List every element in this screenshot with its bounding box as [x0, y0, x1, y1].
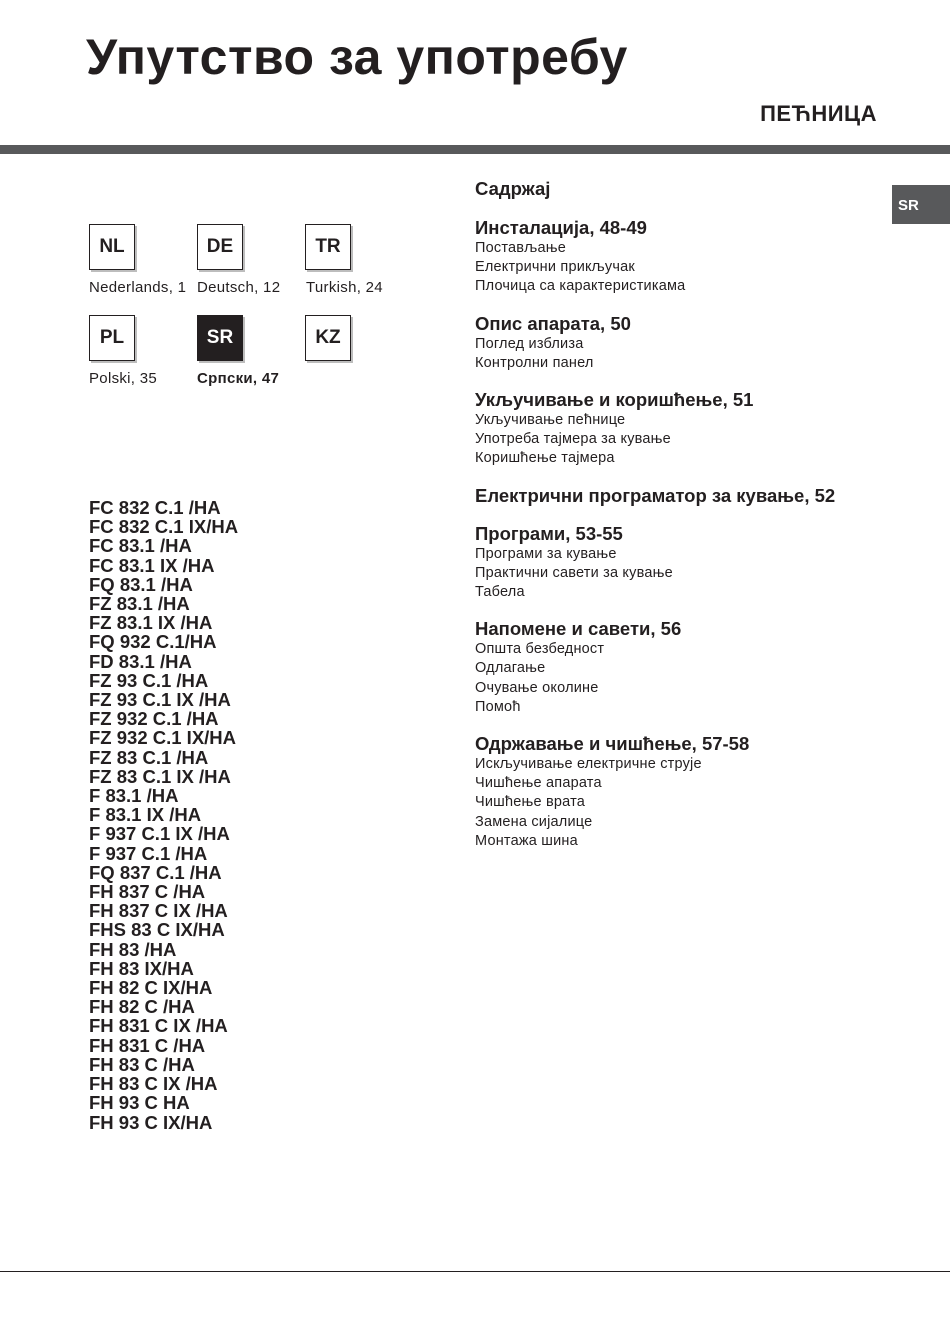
toc-section-title[interactable]: Електрични програматор за кување, 52 [475, 484, 836, 506]
toc-item[interactable]: Електрични прикључак [475, 259, 635, 276]
toc-section-title[interactable]: Напомене и савети, 56 [475, 618, 682, 640]
toc-section-title[interactable]: Инсталација, 48-49 [475, 217, 647, 238]
lang-box-de[interactable]: DE [197, 224, 243, 270]
language-side-tab: SR [892, 185, 950, 224]
toc-item[interactable]: Плочица са карактеристикама [475, 278, 686, 295]
model-item: FZ 93 C.1 IX /HA [89, 689, 231, 711]
model-item: FZ 83.1 IX /HA [89, 612, 213, 634]
toc-section-title[interactable]: Укључивање и коришћење, 51 [475, 389, 754, 411]
toc-item[interactable]: Употреба тајмера за кување [475, 431, 671, 448]
toc-item[interactable]: Искључивање електричне струје [475, 756, 702, 773]
model-item: FZ 932 C.1 /HA [89, 708, 219, 730]
toc-item[interactable]: Контролни панел [475, 354, 594, 371]
model-item: FHS 83 C IX/HA [89, 919, 225, 941]
toc-heading: Садржај [475, 178, 551, 199]
model-item: FZ 83 C.1 /HA [89, 746, 209, 768]
model-item: FH 83 C /HA [89, 1053, 195, 1075]
model-item: FQ 83.1 /HA [89, 573, 193, 595]
model-item: FQ 837 C.1 /HA [89, 861, 222, 883]
model-item: FC 832 C.1 /HA [89, 497, 221, 518]
footer-divider [0, 1271, 950, 1272]
toc-section [475, 733, 875, 851]
table-of-contents [475, 178, 875, 851]
lang-box-sr[interactable]: SR [197, 315, 243, 361]
model-list [89, 498, 238, 1132]
toc-section-title[interactable]: Одржавање и чишћење, 57-58 [475, 733, 750, 755]
toc-item[interactable]: Општа безбедност [475, 641, 605, 658]
toc-section [475, 523, 875, 603]
toc-item[interactable]: Укључивање пећнице [475, 412, 626, 429]
toc-item[interactable]: Практични савети за кување [475, 564, 673, 581]
lang-box-nl[interactable]: NL [89, 224, 135, 270]
model-item: FH 83 C IX /HA [89, 1073, 218, 1095]
toc-section-title[interactable]: Опис апарата, 50 [475, 312, 631, 334]
toc-section [475, 389, 875, 469]
model-item: FH 831 C /HA [89, 1034, 206, 1056]
lang-label-de: Deutsch, 12 [197, 279, 281, 296]
toc-item[interactable]: Коришћење тајмера [475, 450, 615, 467]
product-subtitle: ПЕЋНИЦА [760, 101, 877, 126]
model-item: FH 83 IX/HA [89, 957, 194, 979]
toc-item[interactable]: Чишћење апарата [475, 775, 602, 792]
toc-section [475, 313, 875, 373]
toc-section-title[interactable]: Програми, 53-55 [475, 522, 623, 544]
model-item: FH 831 C IX /HA [89, 1015, 228, 1037]
toc-section [475, 618, 875, 717]
model-item: FH 82 C IX/HA [89, 977, 213, 999]
model-item: FH 83 /HA [89, 938, 177, 960]
lang-box-pl[interactable]: PL [89, 315, 135, 361]
model-item: FZ 83 C.1 IX /HA [89, 765, 231, 787]
lang-box-kz[interactable]: KZ [305, 315, 351, 361]
model-item: F 83.1 /HA [89, 785, 179, 807]
model-item: FZ 83.1 /HA [89, 593, 190, 615]
toc-item[interactable]: Табела [475, 584, 525, 601]
model-item: F 937 C.1 /HA [89, 842, 208, 864]
model-item: FH 837 C IX /HA [89, 900, 228, 922]
model-item: FH 93 C HA [89, 1092, 190, 1114]
page-title: Упутство за употребу [86, 29, 628, 85]
toc-item[interactable]: Поглед изблиза [475, 335, 584, 352]
model-item: F 937 C.1 IX /HA [89, 823, 230, 845]
model-item: FH 93 C IX/HA [89, 1111, 213, 1133]
toc-section [475, 485, 875, 507]
model-item: FC 832 C.1 IX/HA [89, 516, 239, 538]
model-item: FD 83.1 /HA [89, 650, 192, 672]
toc-section [475, 217, 875, 297]
lang-label-sr: Српски, 47 [197, 370, 280, 387]
model-item: FZ 932 C.1 IX/HA [89, 727, 237, 749]
model-item: FH 82 C /HA [89, 996, 195, 1018]
model-item: FC 83.1 IX /HA [89, 554, 215, 576]
toc-item[interactable]: Чишћење врата [475, 794, 586, 811]
model-item: FC 83.1 /HA [89, 535, 192, 557]
toc-item[interactable]: Помоћ [475, 698, 521, 715]
toc-item[interactable]: Постављање [475, 240, 567, 256]
lang-label-nl: Nederlands, 1 [89, 279, 187, 296]
lang-label-pl: Polski, 35 [89, 370, 158, 387]
lang-label-tr: Turkish, 24 [306, 279, 383, 296]
model-item: FQ 932 C.1/HA [89, 631, 217, 653]
toc-item[interactable]: Одлагање [475, 660, 546, 677]
model-item: FZ 93 C.1 /HA [89, 669, 209, 691]
model-item: FH 837 C /HA [89, 881, 206, 903]
lang-box-tr[interactable]: TR [305, 224, 351, 270]
toc-sections [475, 217, 875, 851]
model-item: F 83.1 IX /HA [89, 804, 202, 826]
header-divider [0, 145, 950, 154]
toc-item[interactable]: Програми за кување [475, 545, 617, 562]
toc-item[interactable]: Очување околине [475, 679, 599, 696]
toc-item[interactable]: Замена сијалице [475, 813, 593, 830]
toc-item[interactable]: Монтажа шина [475, 832, 578, 849]
